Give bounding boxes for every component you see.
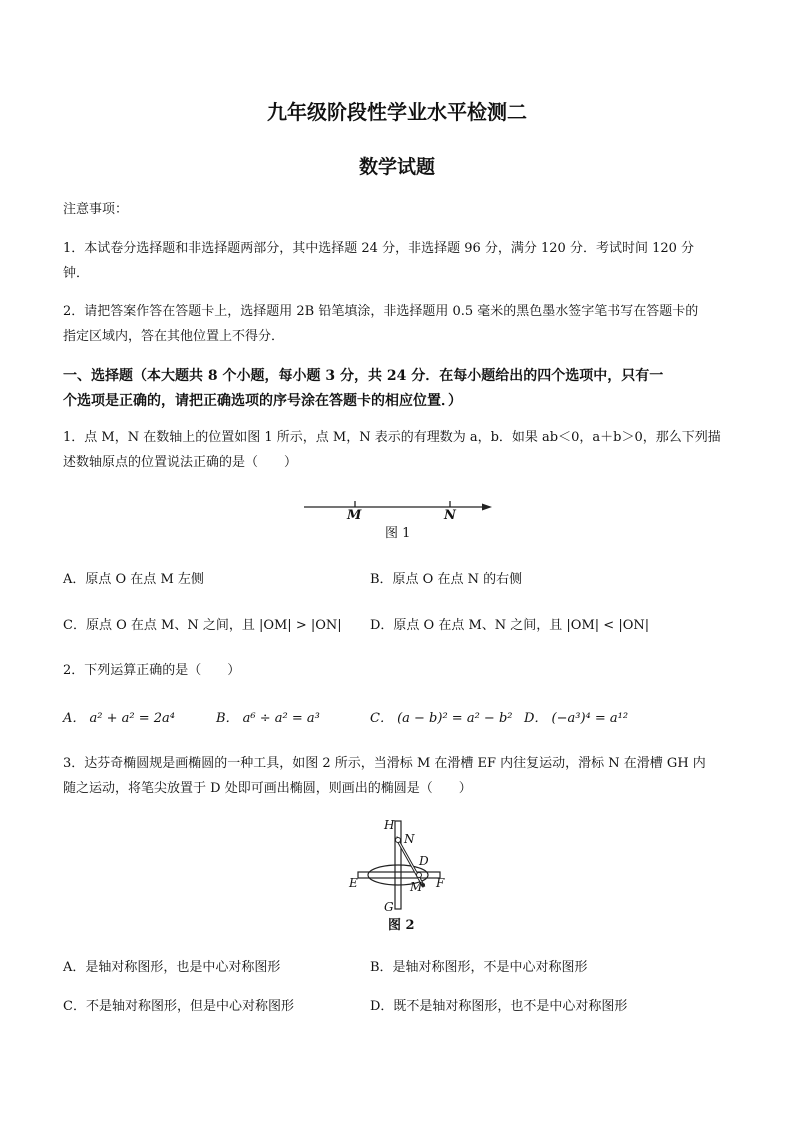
figure-2-label-m: M (410, 880, 423, 894)
notice-item-2: 2．请把答案作答在答题卡上，选择题用 2B 铅笔填涂，非选择题用 0.5 毫米的黑色墨水签字笔书写在答题卡的 (63, 304, 699, 319)
question-2-option-d: D． (−a³)⁴ = a¹² (524, 711, 629, 726)
figure-2-label-n: N (404, 832, 415, 846)
figure-1-label-m: M (347, 508, 362, 523)
figure-2-caption: 图 2 (388, 918, 415, 933)
question-2-option-c: C． (a − b)² = a² − b² (370, 711, 513, 726)
question-3-stem: 3．达芬奇椭圆规是画椭圆的一种工具，如图 2 所示，当滑标 M 在滑槽 EF 内往复运动，滑标 N 在滑槽 GH 内 (63, 756, 706, 771)
question-3-stem-cont: 随之运动，将笔尖放置于 D 处即可画出椭圆，则画出的椭圆是（ ） (63, 781, 472, 796)
question-2-option-a: A． a² + a² = 2a⁴ (63, 711, 175, 726)
figure-2-label-g: G (384, 900, 394, 914)
page-subtitle: 数学试题 (358, 156, 435, 178)
question-1-option-c: C．原点 O 在点 M、N 之间，且 |OM| > |ON| (63, 618, 342, 633)
page-title: 九年级阶段性学业水平检测二 (267, 100, 527, 124)
notice-item-1: 1．本试卷分选择题和非选择题两部分，其中选择题 24 分，非选择题 96 分，满分 120 分．考试时间 120 分 (63, 241, 695, 256)
figure-2-label-h: H (384, 818, 395, 832)
figure-1-caption: 图 1 (385, 526, 411, 541)
figure-1-label-n: N (444, 508, 456, 523)
ellipsograph-figure (340, 815, 460, 915)
question-3-option-c: C．不是轴对称图形，但是中心对称图形 (63, 999, 294, 1014)
question-2-stem: 2．下列运算正确的是（ ） (63, 663, 241, 678)
question-1-option-d: D．原点 O 在点 M、N 之间，且 |OM| < |ON| (370, 618, 650, 633)
figure-2-label-d: D (419, 854, 429, 868)
question-1-option-b: B．原点 O 在点 N 的右侧 (370, 572, 523, 587)
notice-item-1-cont: 钟． (63, 266, 90, 281)
section-heading-cont: 个选项是正确的，请把正确选项的序号涂在答题卡的相应位置．） (63, 393, 462, 409)
question-3-option-a: A．是轴对称图形，也是中心对称图形 (63, 960, 281, 975)
question-1-stem-cont: 述数轴原点的位置说法正确的是（ ） (63, 455, 298, 470)
section-heading: 一、选择题（本大题共 8 个小题，每小题 3 分，共 24 分．在每小题给出的四个选项中，只有一 (63, 368, 664, 384)
figure-2-label-f: F (436, 876, 445, 890)
question-3-option-b: B．是轴对称图形，不是中心对称图形 (370, 960, 588, 975)
question-3-option-d: D．既不是轴对称图形，也不是中心对称图形 (370, 999, 628, 1014)
notice-label: 注意事项： (63, 202, 129, 217)
figure-2-label-e: E (349, 876, 358, 890)
number-line-figure (300, 495, 500, 525)
notice-item-2-cont: 指定区域内，答在其他位置上不得分． (63, 329, 285, 344)
question-1-option-a: A．原点 O 在点 M 左侧 (63, 572, 204, 587)
question-1-stem: 1．点 M，N 在数轴上的位置如图 1 所示，点 M，N 表示的有理数为 a，b．如果 ab＜0，a＋b＞0，那么下列描 (63, 430, 721, 445)
question-2-option-b: B． a⁶ ÷ a² = a³ (216, 711, 320, 726)
